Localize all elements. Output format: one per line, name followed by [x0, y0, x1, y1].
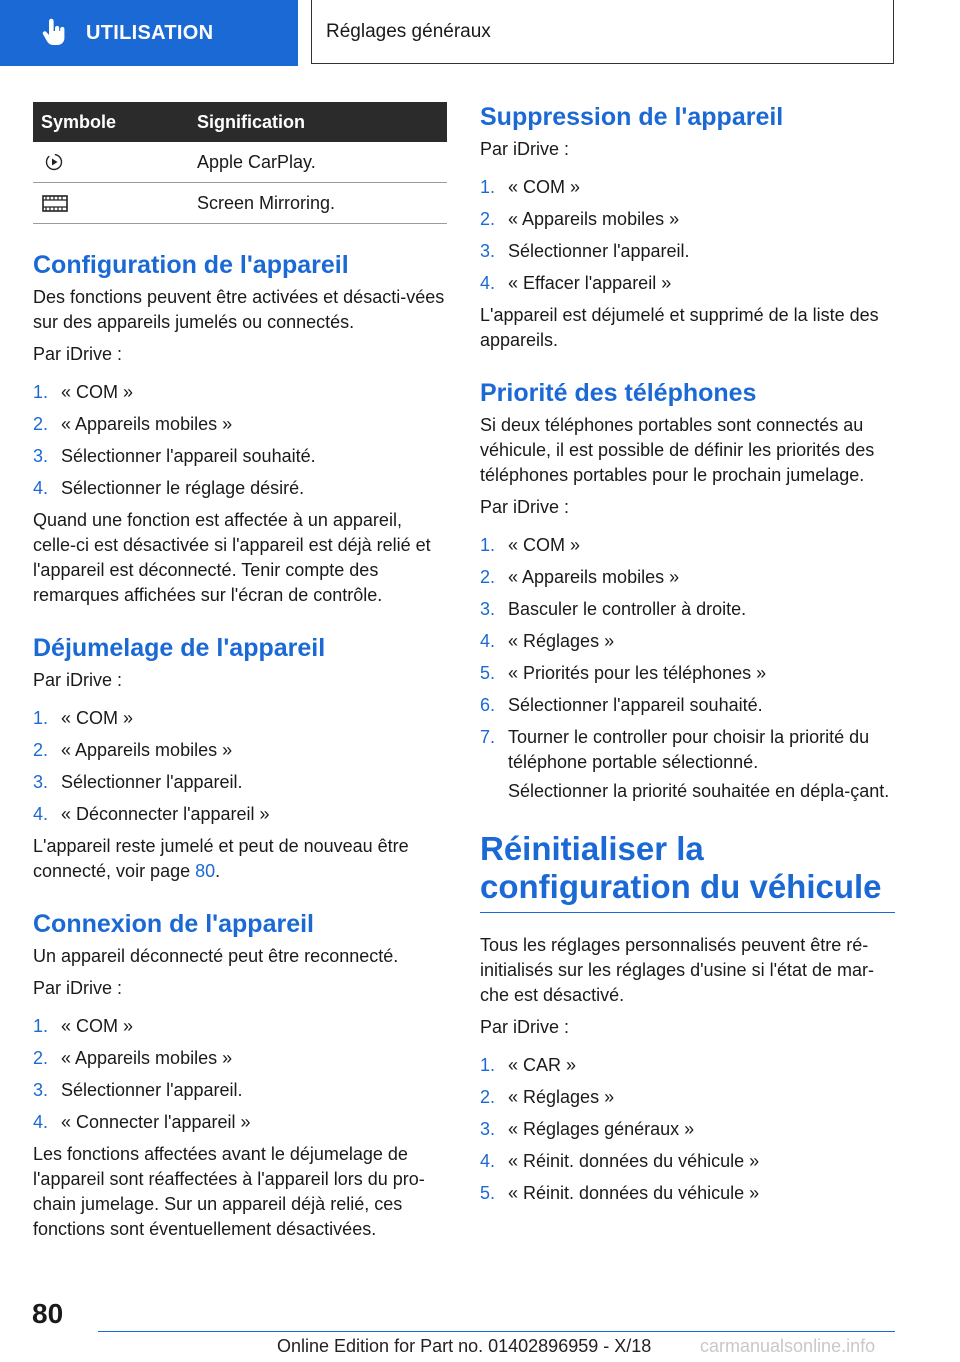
- connect-note: Les fonctions affectées avant le déjumelage de l'appareil sont réaffectées à l'appareil lors du pro-chain jumelage. Sur un appareil déjà relié, ces fonctions sont éventuellement désactivées.: [33, 1144, 425, 1239]
- list-item: 5. « Réinit. données du véhicule »: [480, 1183, 760, 1203]
- list-item: 1. « COM »: [33, 708, 134, 728]
- list-item: 2. « Appareils mobiles »: [33, 1048, 233, 1068]
- list-item: 4. Sélectionner le réglage désiré.: [33, 478, 305, 498]
- connect-par: Par iDrive :: [33, 978, 123, 998]
- config-section: [33, 250, 447, 608]
- delete-note: L'appareil est déjumelé et supprimé de la liste des appareils.: [480, 305, 879, 350]
- list-item: 2. « Appareils mobiles »: [480, 209, 680, 229]
- reset-intro: Tous les réglages personnalisés peuvent être ré-initialisés sur les réglages d'usine si l'état de mar-che est désactivé.: [480, 935, 875, 1005]
- list-item: 1. « CAR »: [480, 1055, 577, 1075]
- connect-title: Connexion de l'appareil: [33, 910, 314, 938]
- delete-steps: [480, 175, 895, 296]
- table-row: [33, 142, 447, 183]
- list-item: 6. Sélectionner l'appareil souhaité.: [480, 695, 763, 715]
- list-item: 3. « Réglages généraux »: [480, 1119, 695, 1139]
- symbol-table: [33, 102, 447, 224]
- priority-par: Par iDrive :: [480, 497, 570, 517]
- left-column: [33, 102, 447, 1242]
- list-item: 1. « COM »: [480, 535, 581, 555]
- table-cell-meaning: Screen Mirroring.: [197, 183, 447, 224]
- table-header-symbol: Symbole: [33, 102, 197, 142]
- table-cell-meaning: Apple CarPlay.: [197, 142, 447, 183]
- footer-divider: [98, 1331, 895, 1332]
- list-item: 4. « Déconnecter l'appareil »: [33, 804, 270, 824]
- table-header-row: [33, 102, 447, 142]
- delete-title: Suppression de l'appareil: [480, 103, 784, 131]
- list-item: 4. « Réglages »: [480, 631, 615, 651]
- carplay-icon: [41, 151, 71, 173]
- list-item: 1. « COM »: [33, 382, 134, 402]
- list-item: 4. « Effacer l'appareil »: [480, 273, 672, 293]
- connect-steps: [33, 1014, 447, 1135]
- page-number: 80: [32, 1298, 64, 1329]
- connect-intro: Un appareil déconnecté peut être reconnecté.: [33, 946, 399, 966]
- priority-sub-step: Sélectionner la priorité souhaitée en dépla-çant.: [508, 781, 890, 801]
- list-item: 3. Sélectionner l'appareil.: [33, 772, 243, 792]
- connect-section: [33, 909, 447, 1242]
- list-item: 1. « COM »: [480, 177, 581, 197]
- list-item: 1. « COM »: [33, 1016, 134, 1036]
- section-tab-label: UTILISATION: [86, 21, 214, 44]
- screen-mirroring-icon: [41, 192, 71, 214]
- reset-steps: [480, 1053, 895, 1206]
- list-item: 2. « Réglages »: [480, 1087, 615, 1107]
- config-intro: Des fonctions peuvent être activées et désacti-vées sur des appareils jumelés ou connectés.: [33, 287, 445, 332]
- list-item: 5. « Priorités pour les téléphones »: [480, 663, 767, 683]
- list-item: 3. Basculer le controller à droite.: [480, 599, 747, 619]
- priority-intro: Si deux téléphones portables sont connectés au véhicule, il est possible de définir les priorités des téléphones portables pour le prochain jumelage.: [480, 415, 875, 485]
- priority-title: Priorité des téléphones: [480, 379, 757, 407]
- section-tab[interactable]: [0, 0, 298, 66]
- unpair-note: L'appareil reste jumelé et peut de nouveau être connecté, voir page 80.: [33, 836, 409, 881]
- unpair-steps: [33, 706, 447, 827]
- delete-par: Par iDrive :: [480, 139, 570, 159]
- list-item: 2. « Appareils mobiles »: [33, 740, 233, 760]
- config-par: Par iDrive :: [33, 344, 123, 364]
- right-column: [480, 102, 895, 1213]
- priority-section: [480, 378, 895, 804]
- delete-section: [480, 102, 895, 353]
- hand-pointer-icon: [40, 18, 70, 48]
- reset-title: Réinitialiser la configuration du véhicule: [480, 830, 882, 905]
- page-link[interactable]: 80: [195, 861, 216, 881]
- list-item: 7. Tourner le controller pour choisir la priorité du téléphone portable sélectionné. Sélectionner la priorité souhaitée en dépla-çant.: [480, 725, 895, 804]
- page-header: [0, 0, 960, 66]
- reset-divider: [480, 912, 895, 913]
- config-title: Configuration de l'appareil: [33, 251, 349, 279]
- list-item: 3. Sélectionner l'appareil souhaité.: [33, 446, 316, 466]
- list-item: 3. Sélectionner l'appareil.: [480, 241, 690, 261]
- config-note: Quand une fonction est affectée à un appareil, celle-ci est désactivée si l'appareil est déjà relié et l'appareil est déconnecté. Tenir compte des remarques affichées sur l'écran de contrôle.: [33, 510, 431, 605]
- reset-par: Par iDrive :: [480, 1017, 570, 1037]
- table-header-meaning: Signification: [197, 102, 447, 142]
- unpair-section: [33, 633, 447, 884]
- list-item: 2. « Appareils mobiles »: [33, 414, 233, 434]
- table-row: [33, 183, 447, 224]
- page-tab: [311, 0, 894, 64]
- list-item: 4. « Connecter l'appareil »: [33, 1112, 251, 1132]
- config-steps: [33, 380, 447, 501]
- unpair-title: Déjumelage de l'appareil: [33, 634, 326, 662]
- reset-section: [480, 830, 895, 1206]
- priority-steps: [480, 533, 895, 804]
- list-item: 3. Sélectionner l'appareil.: [33, 1080, 243, 1100]
- unpair-par: Par iDrive :: [33, 670, 123, 690]
- watermark: carmanualsonline.info: [700, 1336, 876, 1356]
- list-item: 2. « Appareils mobiles »: [480, 567, 680, 587]
- edition-text: Online Edition for Part no. 01402896959 - X/18: [277, 1336, 652, 1356]
- page-tab-label: Réglages généraux: [326, 20, 491, 42]
- list-item: 4. « Réinit. données du véhicule »: [480, 1151, 760, 1171]
